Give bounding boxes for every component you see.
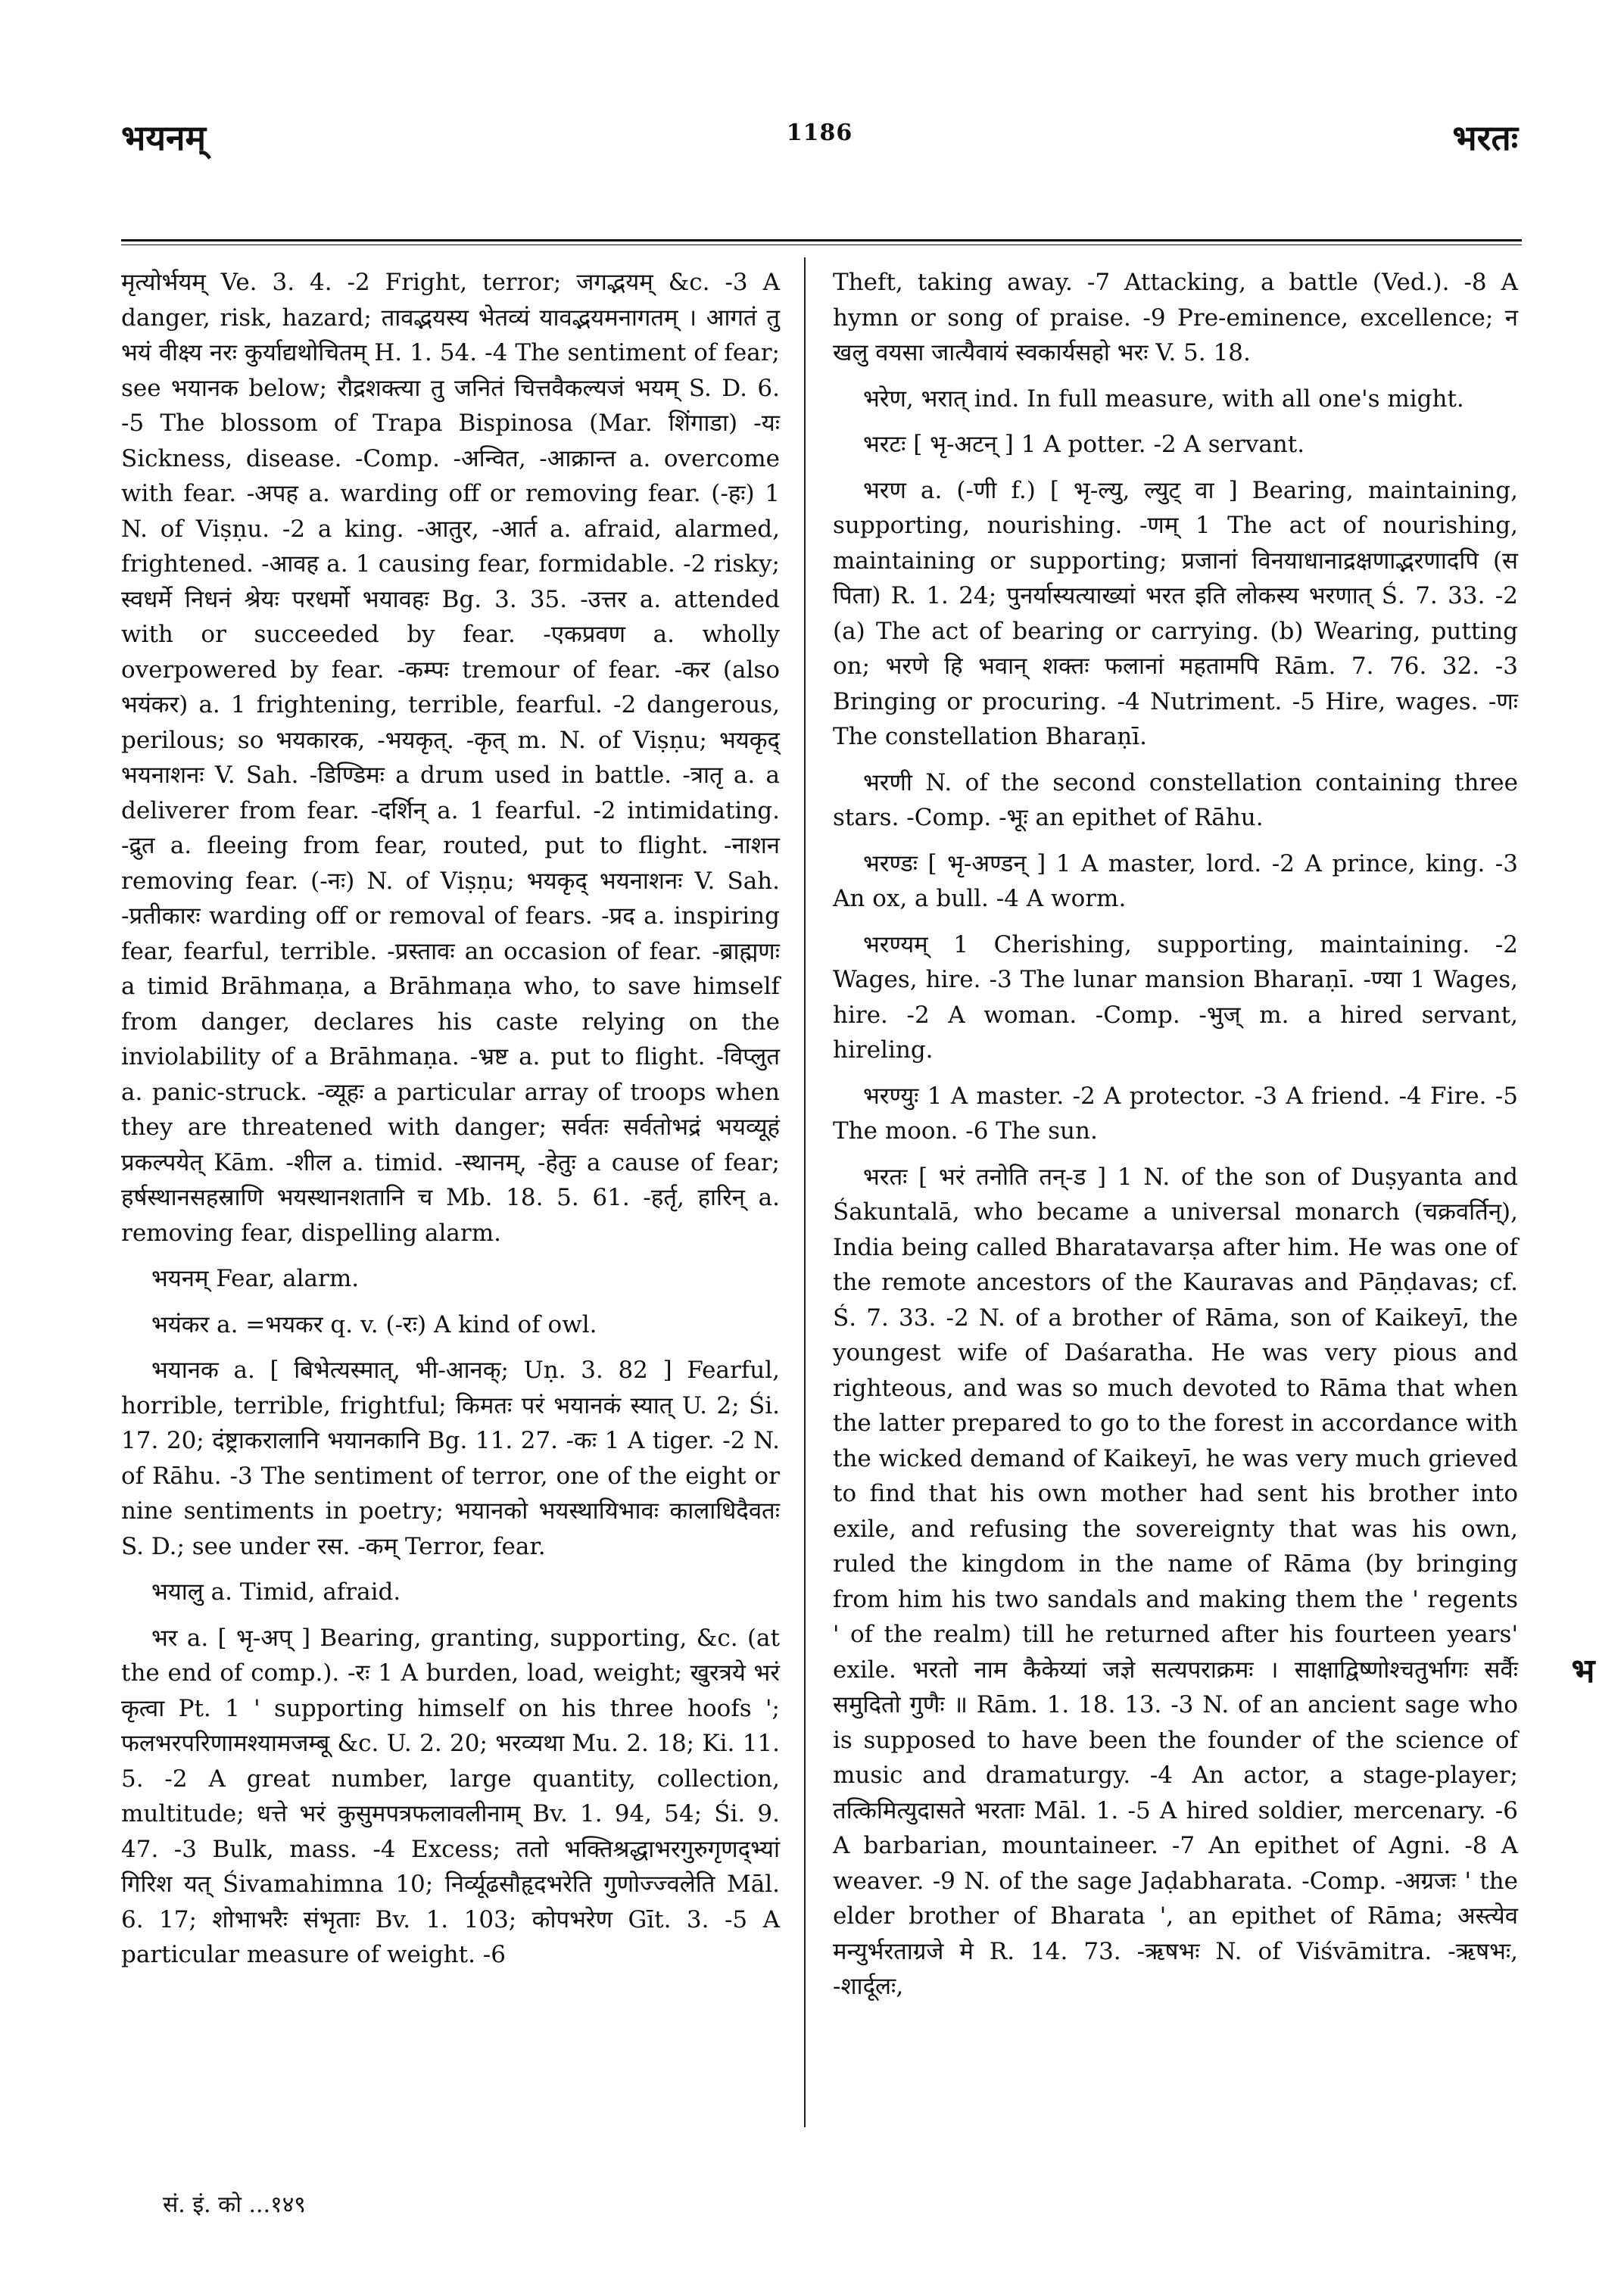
- left-column: [121, 265, 780, 1980]
- right-column: [833, 265, 1518, 2012]
- header-rule-thick: [121, 239, 1522, 241]
- dictionary-entry: भयालु a. Timid, afraid.: [151, 1578, 401, 1606]
- footer-signature: सं. इं. को ...१४९: [163, 2192, 306, 2218]
- dictionary-entry: भयनम् Fear, alarm.: [151, 1265, 360, 1292]
- dictionary-entry: भयानक a. [ बिभेत्यस्मात्, भी-आनक्; Uṇ. 3. 82 ] Fearful, horrible, terrible, frightful; किमतः परं भयानकं स्यात् U. 2; Śi. 17. 20; दंष्ट्राकरालानि भयानकानि Bg. 11. 27. -कः 1 A tiger. -2 N. of Rāhu. -3 The sentiment of terror, one of the eight or nine sentiments in poetry; भयानको भयस्थायिभावः कालाधिदैवतः S. D.; see under रस. -कम् Terror, fear.: [121, 1357, 780, 1560]
- dictionary-entry: भरेण, भरात् ind. In full measure, with all one's might.: [863, 385, 1464, 413]
- dictionary-entry: भरण a. (-णी f.) [ भृ-ल्यु, ल्युट् वा ] Bearing, maintaining, supporting, nourishing. -णम् 1 The act of nourishing, maintaining or supporting; प्रजानां विनयाधानाद्रक्षणाद्भरणादपि (स पिता) R. 1. 24; पुनर्यास्यत्याख्यां भरत इति लोकस्य भरणात् Ś. 7. 33. -2 (a) The act of bearing or carrying. (b) Wearing, putting on; भरणे हि भवान् शक्तः फलानां महतामपि Rām. 7. 76. 32. -3 Bringing or procuring. -4 Nutriment. -5 Hire, wages. -णः The constellation Bharaṇī.: [833, 476, 1518, 750]
- dictionary-entry: भरण्युः 1 A master. -2 A protector. -3 A friend. -4 Fire. -5 The moon. -6 The sun.: [833, 1082, 1518, 1145]
- dictionary-entry: भरण्डः [ भृ-अण्डन् ] 1 A master, lord. -2 A prince, king. -3 An ox, a bull. -4 A worm.: [833, 849, 1518, 912]
- dictionary-entry: भरटः [ भृ-अटन् ] 1 A potter. -2 A servant.: [863, 431, 1305, 458]
- dictionary-entry: भरण्यम् 1 Cherishing, supporting, maintaining. -2 Wages, hire. -3 The lunar mansion Bharaṇī. -ण्या 1 Wages, hire. -2 A woman. -Comp. -भुज् m. a hired servant, hireling.: [833, 930, 1518, 1064]
- dictionary-entry: भर a. [ भृ-अप् ] Bearing, granting, supporting, &c. (at the end of comp.). -रः 1 A burden, load, weight; खुरत्रये भरं कृत्वा Pt. 1 ' supporting himself on his three hoofs '; फलभरपरिणामश्यामजम्बू &c. U. 2. 20; भरव्यथा Mu. 2. 18; Ki. 11. 5. -2 A great number, large quantity, collection, multitude; धत्ते भरं कुसुमपत्रफलावलीनाम् Bv. 1. 94, 54; Śi. 9. 47. -3 Bulk, mass. -4 Excess; ततो भक्तिश्रद्धाभरगुरुगृणद्भ्यां गिरिश यत् Śivamahimna 10; निर्व्यूढसौहृदभरेति गुणोज्ज्वलेति Māl. 6. 17; शोभाभरैः संभृताः Bv. 1. 103; कोपभरेण Gīt. 3. -5 A particular measure of weight. -6: [121, 1624, 780, 1968]
- page-header: [121, 114, 1518, 182]
- dictionary-entry: भरणी N. of the second constellation containing three stars. -Comp. -भूः an epithet of Rāhu.: [833, 768, 1518, 831]
- column-divider: [804, 257, 806, 2127]
- dictionary-entry: Theft, taking away. -7 Attacking, a battle (Ved.). -8 A hymn or song of praise. -9 Pre-eminence, excellence; न खलु वयसा जात्यैवायं स्वकार्यसहो भरः V. 5. 18.: [833, 269, 1518, 366]
- dictionary-entry: मृत्योर्भयम् Ve. 3. 4. -2 Fright, terror; जगद्भयम् &c. -3 A danger, risk, hazard; तावद्भयस्य भेतव्यं यावद्भयमनागतम् । आगतं तु भयं वीक्ष्य नरः कुर्याद्यथोचितम् H. 1. 54. -4 The sentiment of fear; see भयानक below; रौद्रशक्त्या तु जनितं चित्तवैकल्यजं भयम् S. D. 6. -5 The blossom of Trapa Bispinosa (Mar. शिंगाडा) -यः Sickness, disease. -Comp. -अन्वित, -आक्रान्त a. overcome with fear. -अपह a. warding off or removing fear. (-हः) 1 N. of Viṣṇu. -2 a king. -आतुर, -आर्त a. afraid, alarmed, frightened. -आवह a. 1 causing fear, formidable. -2 risky; स्वधर्मे निधनं श्रेयः परधर्मो भयावहः Bg. 3. 35. -उत्तर a. attended with or succeeded by fear. -एकप्रवण a. wholly overpowered by fear. -कम्पः tremour of fear. -कर (also भयंकर) a. 1 frightening, terrible, fearful. -2 dangerous, perilous; so भयकारक, -भयकृत्. -कृत् m. N. of Viṣṇu; भयकृद् भयनाशनः V. Sah. -डिण्डिमः a drum used in battle. -त्रातृ a. a deliverer from fear. -दर्शिन् a. 1 fearful. -2 intimidating. -द्रुत a. fleeing from fear, routed, put to flight. -नाशन removing fear. (-नः) N. of Viṣṇu; भयकृद् भयनाशनः V. Sah. -प्रतीकारः warding off or removal of fears. -प्रद a. inspiring fear, fearful, terrible. -प्रस्तावः an occasion of fear. -ब्राह्मणः a timid Brāhmaṇa, a Brāhmaṇa who, to save himself from danger, declares his caste relying on the inviolability of a Brāhmaṇa. -भ्रष्ट a. put to flight. -विप्लुत a. panic-struck. -व्यूहः a particular array of troops when they are threatened with danger; सर्वतः सर्वतोभद्रं भयव्यूहं प्रकल्पयेत् Kām. -शील a. timid. -स्थानम्, -हेतुः a cause of fear; हर्षस्थानसहस्राणि भयस्थानशतानि च Mb. 18. 5. 61. -हर्तृ, हारिन् a. removing fear, dispelling alarm.: [121, 269, 780, 1247]
- page-number: 1186: [786, 120, 853, 146]
- left-running-headword: भयनम्: [121, 117, 207, 158]
- dictionary-entry: भयंकर a. =भयकर q. v. (-रः) A kind of owl.: [151, 1310, 597, 1338]
- dictionary-entry: भरतः [ भरं तनोति तन्-ड ] 1 N. of the son of Duṣyanta and Śakuntalā, who became a universal monarch (चक्रवर्तिन्), India being called Bharatavarṣa after him. He was one of the remote ancestors of the Kauravas and Pāṇḍavas; cf. Ś. 7. 33. -2 N. of a brother of Rāma, son of Kaikeyī, the youngest wife of Daśaratha. He was very pious and righteous, and was so much devoted to Rāma that when the latter prepared to go to the forest in accordance with the wicked demand of Kaikeyī, he was very much grieved to find that his own mother had sent his brother into exile, and refusing the sovereignty that was his own, ruled the kingdom in the name of Rāma (by bringing from him his two sandals and making them the ' regents ' of the realm) till he returned after his fourteen years' exile. भरतो नाम कैकेय्यां जज्ञे सत्यपराक्रमः । साक्षाद्विष्णोश्चतुर्भागः सर्वैः समुदितो गुणैः ॥ Rām. 1. 18. 13. -3 N. of an ancient sage who is supposed to have been the founder of the science of music and dramaturgy. -4 An actor, a stage-player; तत्किमित्युदासते भरताः Māl. 1. -5 A hired soldier, mercenary. -6 A barbarian, mountaineer. -7 An epithet of Agni. -8 A weaver. -9 N. of the sage Jaḍabharata. -Comp. -अग्रजः ' the elder brother of Bharata ', an epithet of Rāma; अस्त्येव मन्युर्भरताग्रजे मे R. 14. 73. -ऋषभः N. of Viśvāmitra. -ऋषभः, -शार्दूलः,: [833, 1163, 1518, 2000]
- right-running-headword: भरतः: [1452, 117, 1518, 158]
- margin-thumb-tab: भ: [1571, 1652, 1595, 1690]
